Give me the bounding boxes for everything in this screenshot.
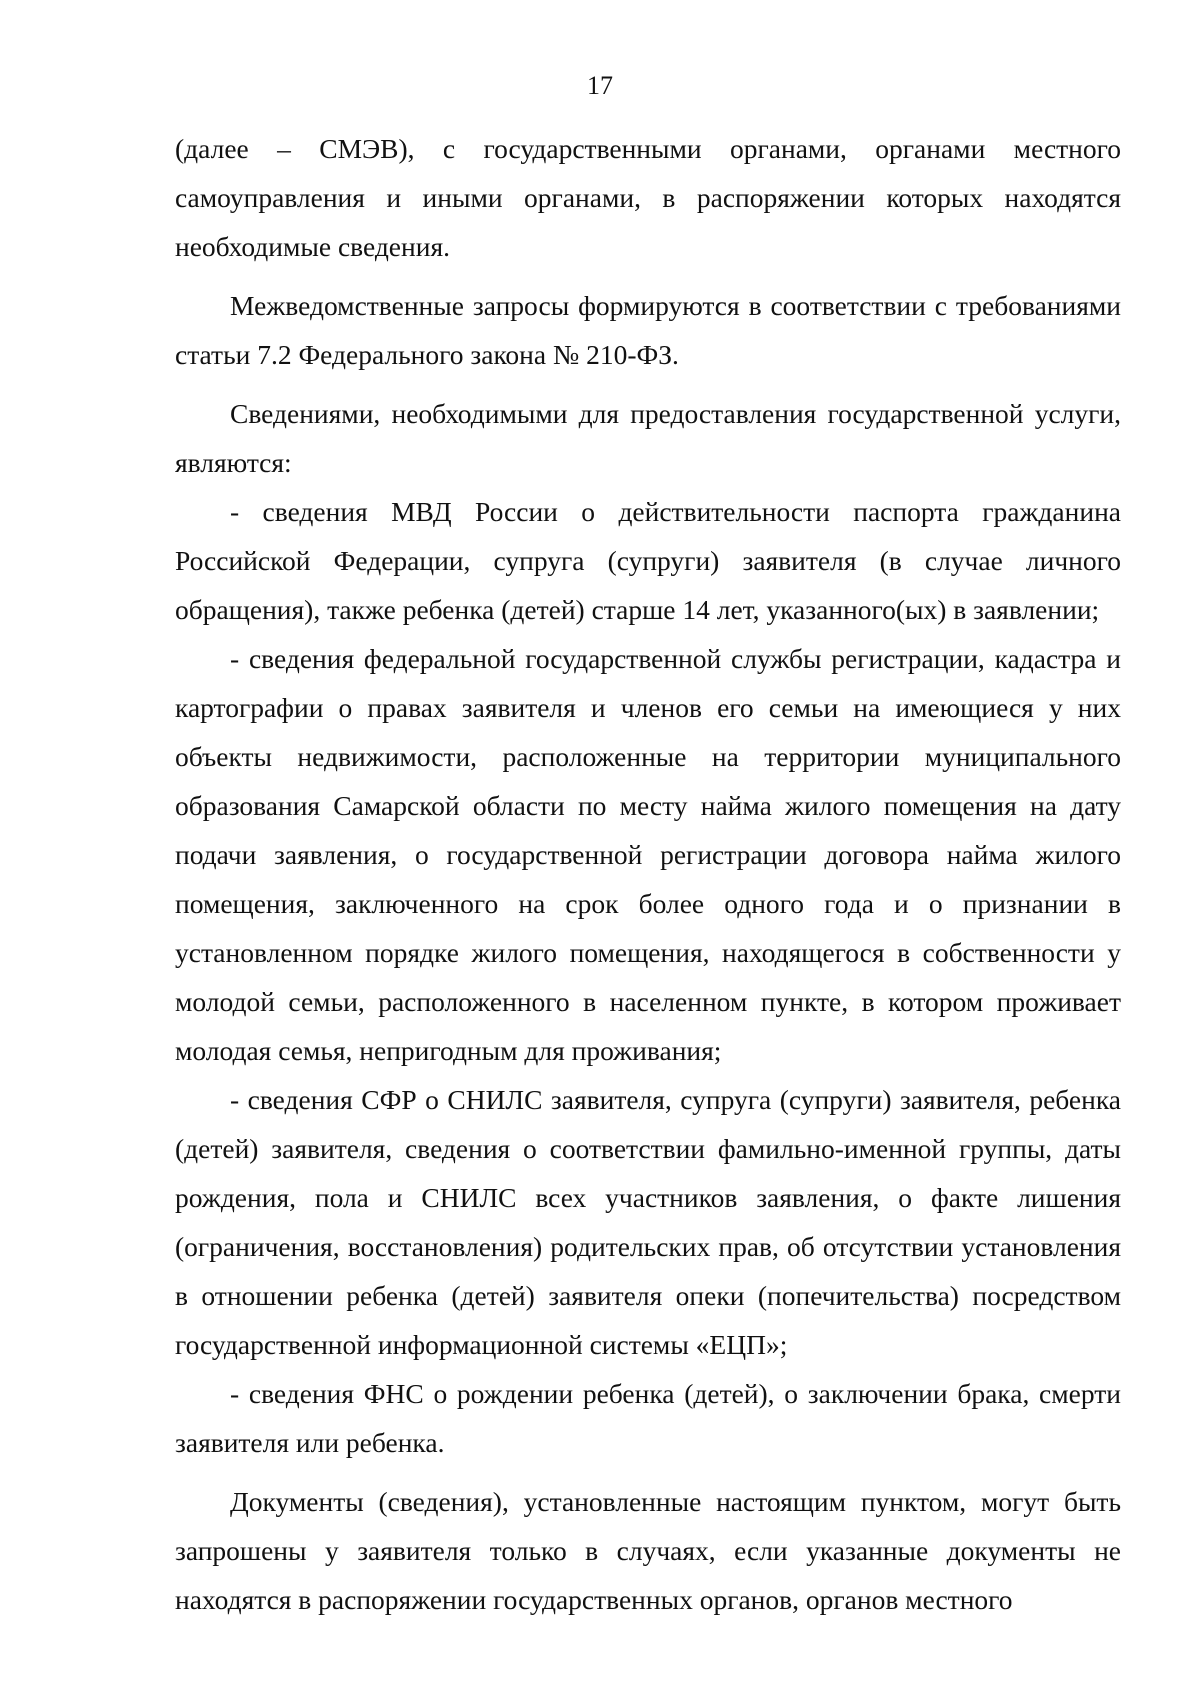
paragraph-interagency-requests: Межведомственные запросы формируются в соответствии с требованиями статьи 7.2 Федерального закона № 210-ФЗ. — [175, 290, 1121, 370]
document-body — [175, 124, 1121, 1624]
paragraph-smev-continuation: (далее – СМЭВ), с государственными органами, органами местного самоуправления и иными органами, в распоряжении которых находятся необходимые сведения. — [175, 133, 1121, 262]
list-item-mvd: - сведения МВД России о действительности паспорта гражданина Российской Федерации, супруга (супруги) заявителя (в случае личного обращения), также ребенка (детей) старше 14 лет, указанного(ых) в заявлении; — [175, 496, 1121, 625]
list-item-rosreestr: - сведения федеральной государственной службы регистрации, кадастра и картографии о правах заявителя и членов его семьи на имеющиеся у них объекты недвижимости, расположенные на территории муниципального образования Самарской области по месту найма жилого помещения на дату подачи заявления, о государственной регистрации договора найма жилого помещения, заключенного на срок более одного года и о признании в установленном порядке жилого помещения, находящегося в собственности у молодой семьи, расположенного в населенном пункте, в котором проживает молодая семья, непригодным для проживания; — [175, 643, 1121, 1066]
paragraph-documents-request: Документы (сведения), установленные настоящим пунктом, могут быть запрошены у заявителя только в случаях, если указанные документы не находятся в распоряжении государственных органов, органов местного — [175, 1486, 1121, 1615]
list-item-sfr: - сведения СФР о СНИЛС заявителя, супруга (супруги) заявителя, ребенка (детей) заявителя, сведения о соответствии фамильно-именной группы, даты рождения, пола и СНИЛС всех участников заявления, о факте лишения (ограничения, восстановления) родительских прав, об отсутствии установления в отношении ребенка (детей) заявителя опеки (попечительства) посредством государственной информационной системы «ЕЦП»; — [175, 1084, 1121, 1360]
list-item-fns: - сведения ФНС о рождении ребенка (детей), о заключении брака, смерти заявителя или ребенка. — [175, 1378, 1121, 1458]
page-number: 17 — [587, 71, 613, 100]
paragraph-required-info-intro: Сведениями, необходимыми для предоставления государственной услуги, являются: — [175, 398, 1121, 478]
